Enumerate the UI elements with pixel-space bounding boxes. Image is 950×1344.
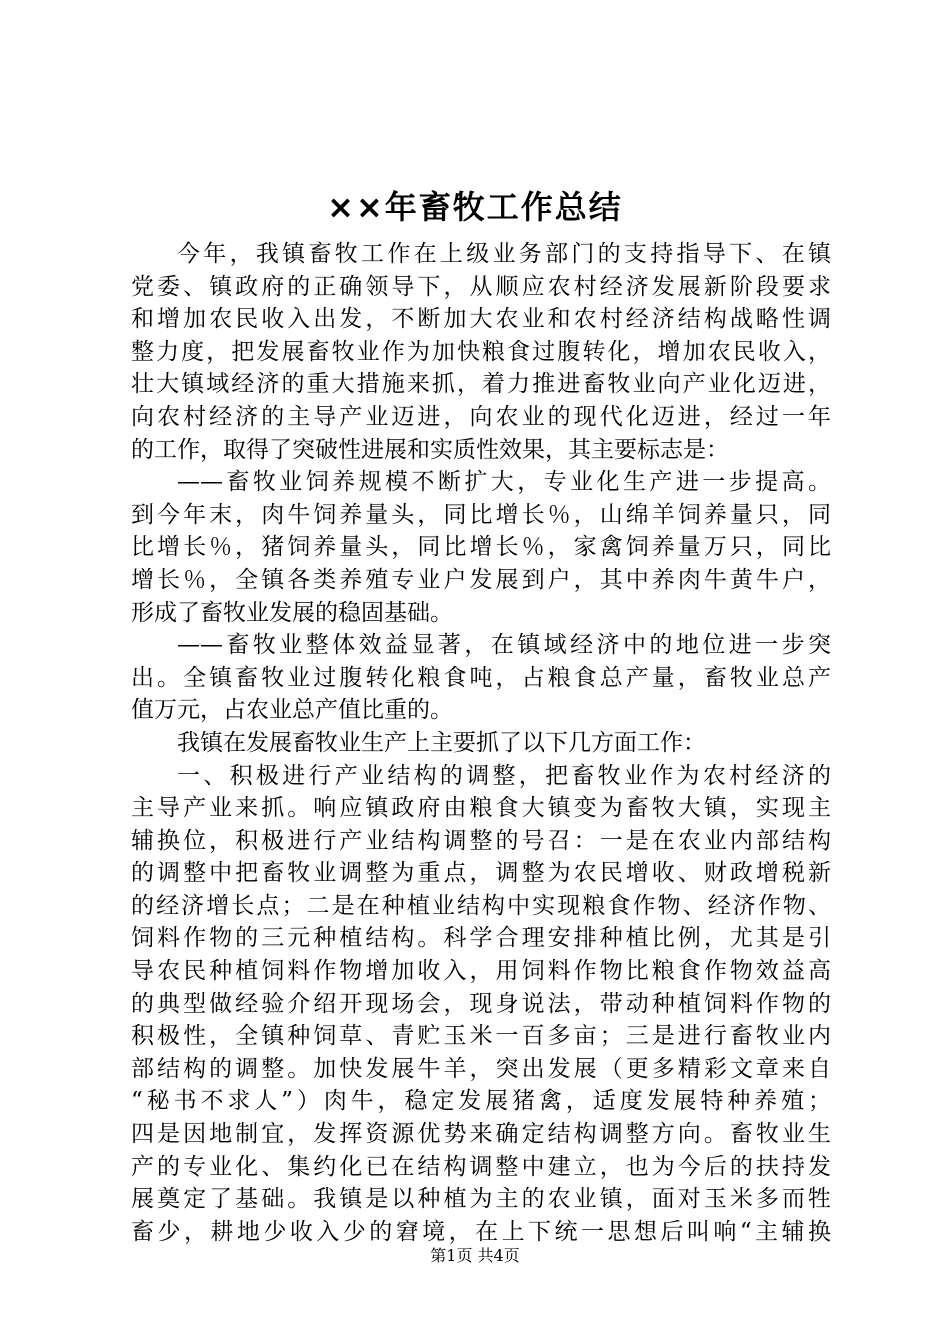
document-body — [131, 238, 831, 1248]
text-line: 增长％，全镇各类养殖专业户发展到户，其中养肉牛黄牛户， — [131, 566, 831, 593]
text-line: 今年，我镇畜牧工作在上级业务部门的支持指导下、在镇 — [177, 241, 831, 267]
text-line: 向农村经济的主导产业迈进，向农业的现代化迈进，经过一年 — [131, 403, 831, 430]
text-line: 到今年末，肉牛饲养量头，同比增长％，山绵羊饲养量只，同 — [131, 501, 831, 528]
text-line: 部结构的调整。加快发展牛羊，突出发展（更多精彩文章来自 — [131, 1055, 831, 1082]
page-footer: 第1页 共4页 — [430, 1246, 520, 1265]
text-line: 的调整中把畜牧业调整为重点，调整为农民增收、财政增税新 — [131, 860, 831, 887]
text-line: 党委、镇政府的正确领导下，从顺应农村经济发展新阶段要求 — [131, 273, 831, 300]
text-line: 和增加农民收入出发，不断加大农业和农村经济结构战略性调 — [131, 306, 831, 333]
text-line: 一、积极进行产业结构的调整，把畜牧业作为农村经济的 — [177, 762, 831, 789]
text-line: 展奠定了基础。我镇是以种植为主的农业镇，面对玉米多而牲 — [131, 1186, 831, 1213]
text-line: 产的专业化、集约化已在结构调整中建立，也为今后的扶持发 — [131, 1153, 831, 1180]
text-line: 形成了畜牧业发展的稳固基础。 — [131, 599, 453, 626]
text-line: 导农民种植饲料作物增加收入，用饲料作物比粮食作物效益高 — [131, 958, 831, 985]
text-line: 的典型做经验介绍开现场会，现身说法，带动种植饲料作物的 — [131, 990, 831, 1017]
text-line: 壮大镇域经济的重大措施来抓，着力推进畜牧业向产业化迈进， — [131, 371, 831, 398]
document-title: ××年畜牧工作总结 — [327, 188, 623, 226]
text-line: 辅换位，积极进行产业结构调整的号召：一是在农业内部结构 — [131, 827, 831, 854]
text-line: 饲料作物的三元种植结构。科学合理安排种植比例，尤其是引 — [131, 925, 831, 952]
text-line: 畜少，耕地少收入少的窘境，在上下统一思想后叫响“主辅换 — [131, 1218, 831, 1245]
text-line: 积极性，全镇种饲草、青贮玉米一百多亩；三是进行畜牧业内 — [131, 1023, 831, 1050]
text-line: 主导产业来抓。响应镇政府由粮食大镇变为畜牧大镇，实现主 — [131, 795, 831, 822]
text-line: 比增长％，猪饲养量头，同比增长％，家禽饲养量万只，同比 — [131, 534, 831, 561]
text-line: 的工作，取得了突破性进展和实质性效果，其主要标志是： — [131, 436, 729, 463]
text-line: 我镇在发展畜牧业生产上主要抓了以下几方面工作： — [177, 729, 706, 756]
text-line: 四是因地制宜，发挥资源优势来确定结构调整方向。畜牧业生 — [131, 1121, 831, 1148]
text-line: 整力度，把发展畜牧业作为加快粮食过腹转化，增加农民收入， — [131, 338, 831, 365]
text-line: “秘书不求人”）肉牛，稳定发展猪禽，适度发展特种养殖； — [131, 1088, 831, 1115]
text-line: 出。全镇畜牧业过腹转化粮食吨，占粮食总产量，畜牧业总产 — [131, 664, 831, 691]
text-line: ——畜牧业饲养规模不断扩大，专业化生产进一步提高。 — [177, 469, 831, 496]
text-line: 的经济增长点；二是在种植业结构中实现粮食作物、经济作物、 — [131, 892, 831, 919]
text-line: ——畜牧业整体效益显著，在镇域经济中的地位进一步突 — [177, 632, 831, 659]
text-line: 值万元，占农业总产值比重的。 — [131, 697, 453, 724]
